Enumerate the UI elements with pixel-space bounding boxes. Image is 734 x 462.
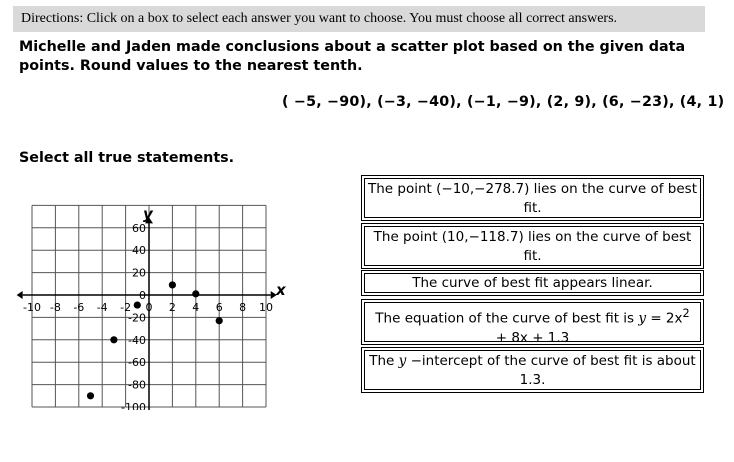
x-tick-label: -10 (23, 301, 41, 314)
choice-point-neg10[interactable]: The point (−10,−278.7) lies on the curve of best fit. (364, 178, 701, 218)
y-tick-label: 0 (139, 289, 146, 302)
data-point (216, 317, 223, 324)
y-tick-label: -100 (121, 401, 146, 410)
choice-point-10[interactable]: The point (10,−118.7) lies on the curve of best fit. (364, 226, 701, 266)
choice-equation[interactable] (364, 302, 701, 346)
y-tick-label: 60 (132, 221, 146, 235)
x-tick-label: -4 (96, 301, 108, 314)
choice-intercept-post: −intercept of the curve of best fit is about 1.3. (410, 353, 696, 388)
y-tick-label: -60 (128, 356, 146, 370)
data-point (192, 290, 199, 297)
x-tick-label: 4 (192, 301, 200, 314)
x-tick-label: -2 (120, 301, 132, 314)
y-tick-label: 40 (132, 244, 146, 258)
x-tick-label: -6 (73, 301, 85, 314)
data-point (134, 301, 141, 308)
choice-equation-exponent: 2 (682, 307, 690, 320)
choice-intercept-var: y (398, 353, 407, 369)
x-tick-label: 2 (168, 301, 176, 314)
x-axis-label: x (276, 281, 286, 299)
x-tick-label: 0 (145, 301, 153, 314)
x-tick-label: 10 (259, 301, 273, 314)
x-tick-label: 6 (215, 301, 223, 314)
y-tick-label: -80 (128, 378, 146, 392)
x-tick-label: -8 (49, 301, 61, 314)
y-axis-label: y (143, 205, 153, 223)
x-tick-labels (23, 301, 273, 314)
y-tick-label: -40 (128, 333, 146, 347)
scatter-plot (0, 195, 300, 410)
data-points-marks (87, 281, 223, 399)
choice-intercept[interactable] (364, 350, 701, 390)
directions-banner: Directions: Click on a box to select each answer you want to choose. You must choose all correct answers. (13, 6, 705, 32)
choice-equation-pre: The equation of the curve of best fit is (375, 310, 635, 327)
y-tick-label: -20 (128, 311, 146, 325)
data-point (87, 392, 94, 399)
x-arrow-left (17, 291, 23, 299)
choice-linear[interactable]: The curve of best fit appears linear. (364, 273, 701, 293)
choice-equation-post: + 8x + 1.3 (495, 329, 570, 346)
data-points: ( −5, −90), (−3, −40), (−1, −9), (2, 9), (6, −23), (4, 1) (282, 94, 725, 110)
x-tick-label: 8 (239, 301, 247, 314)
choice-equation-var: y (638, 310, 647, 327)
question-text: Michelle and Jaden made conclusions about a scatter plot based on the given data points. Round values to the nearest tenth. (19, 39, 686, 74)
select-all-prompt: Select all true statements. (19, 150, 235, 166)
choice-intercept-pre: The (369, 353, 395, 369)
y-tick-label: 20 (132, 266, 146, 280)
choice-equation-mid: = 2x (646, 310, 683, 327)
data-point (110, 336, 117, 343)
data-point (169, 281, 176, 288)
